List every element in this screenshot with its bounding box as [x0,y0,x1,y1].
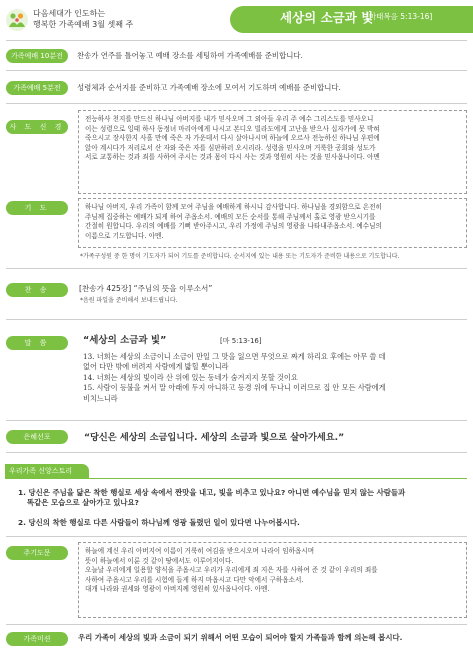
prep10-text: 찬송가 연주를 틀어놓고 예배 장소를 세팅하여 가족예배를 준비합니다. [77,51,303,60]
creed-line: 이는 성령으로 잉태 하사 동정녀 마리아에게 나시고 본디오 빌라도에게 고난을 받으사 십자가에 못 박혀 [85,124,380,133]
story-question-1 [18,488,463,509]
prayer-box [78,198,467,248]
lords-prayer-line: 사하여 주옵시고 우리를 시험에 들게 하지 마옵시고 다만 악에서 구하옵소서. [85,575,304,584]
prayer-line: 주님께 집중하는 예배가 되게 하여 주옵소서. 예배의 모든 순서를 통해 주님께서 홀로 영광 받으시기를 [85,212,376,221]
story-question-1-line1: 1. 당신은 주님을 닮은 착한 행실로 세상 속에서 짠맛을 내고, 빛을 비추고 있나요? 아니면 예수님을 믿지 않는 사람들과 [18,488,406,497]
divider [6,420,467,421]
hymn-text: [찬송가 425장] “주님의 뜻을 이루소서” [79,284,213,293]
prayer-line: 간절히 원합니다. 우리의 예배를 기뻐 받아주시고, 우리 가정에 주님의 영광을 나타내주옵소서. 예수님의 [85,222,382,231]
mission-text: 우리 가족이 세상의 빛과 소금이 되기 위해서 어떤 모습이 되어야 할지 가족들과 함께 의논해 봅시다. [78,633,403,642]
word-label: 말 씀 [6,336,68,350]
header-subtitle [33,9,133,31]
scripture-reference: [마태복음 5:13-16] [366,12,433,21]
prayer-note: *가족구성원 중 한 명이 기도자가 되어 기도를 준비합니다. 순서지에 있는 내용 또는 기도자가 준비한 내용으로 기도합니다. [80,253,400,260]
verse-line: 15. 사람이 등불을 켜서 말 아래에 두지 아니하고 등경 위에 두나니 이러므로 집 안 모든 사람에게 [83,383,386,393]
prayer-line: 하나님 아버지, 우리 가족이 함께 모여 주님을 예배하게 하시니 감사합니다. 하나님을 경외함으로 온전히 [85,203,382,211]
creed-label: 사 도 신 경 [6,120,68,134]
lords-prayer-box [78,542,467,618]
header-subtitle-line1: 다음세대가 인도하는 [33,9,106,18]
story-underline [5,478,467,479]
verse-line: 14. 너희는 세상의 빛이라 산 위에 있는 동네가 숨겨지지 못할 것이요 [83,372,298,382]
prayer-label: 기 도 [6,201,68,215]
divider [6,452,467,453]
scripture-verses [83,352,463,404]
family-logo-icon [5,8,29,32]
verse-line: 13. 너희는 세상의 소금이니 소금이 만일 그 맛을 잃으면 무엇으로 짜게 하리요 후에는 아무 쓸 데 [83,352,386,361]
verse-line: 없어 다만 밖에 버려져 사람에게 밟힐 뿐이니라 [83,362,229,372]
divider [6,103,467,104]
divider [6,536,467,537]
prep5-text: 성령체과 순서지를 준비하고 가족예배 장소에 모여서 기도하며 예배를 준비합니다. [77,83,341,92]
lords-prayer-label: 주기도문 [6,546,68,560]
mission-label: 가족미션 [6,632,68,646]
page-title: 세상의 소금과 빛 [280,10,374,25]
story-question-2: 2. 당신의 착한 행실로 다른 사람들이 하나님께 영광 돌렸던 일이 있다면 나누어봅시다. [18,518,300,527]
header-subtitle-line2: 행복한 가족예배 3월 셋째 주 [33,19,134,29]
lords-prayer-line: 오늘날 우리에게 일용할 양식을 주옵시고 우리가 우리에게 죄 지은 자를 사하여 준 것 같이 우리의 죄를 [85,566,378,575]
page-header [0,0,473,42]
key-verse-text: “당신은 세상의 소금입니다. 세상의 소금과 빛으로 살아가세요.” [84,432,345,443]
hymn-note: *음원 파일을 준비해서 보내드립니다. [80,297,178,304]
creed-line: 앉아 계시다가 저리로서 산 자와 죽은 자를 심판하러 오시리라. 성령을 믿사오며 거룩한 공회와 성도가 [85,143,376,152]
prep10-label: 가족예배 10분전 [6,49,68,63]
sermon-title: “세상의 소금과 빛” [83,335,167,346]
sermon-reference: [마 5:13-16] [220,337,262,345]
prep5-label: 가족예배 5분전 [6,81,68,95]
verse-line: 비치느니라 [83,393,118,403]
divider [6,70,467,71]
prayer-line: 이름으로 기도합니다. 아멘. [85,231,164,240]
keyverse-label: 은혜선포 [6,430,68,444]
lords-prayer-line: 하늘에 계신 우리 아버지여 이름이 거룩히 여김을 받으시오며 나라이 임하옵시며 [85,547,315,555]
creed-box [78,110,467,194]
story-question-1-line2: 똑같은 모습으로 살아가고 있나요? [27,498,139,508]
divider [6,624,467,625]
divider [6,319,467,320]
divider [6,268,467,269]
lords-prayer-line: 뜻이 하늘에서 이룬 것 같이 땅에서도 이루어지이다. [85,556,234,565]
story-label: 우리가족 신앙스토리 [5,464,89,478]
hymn-label: 찬 송 [6,283,68,297]
divider [6,40,467,41]
creed-line: 죽으시고 장사한지 사흘 만에 죽은 자 가운데서 다시 살아나시며 하늘에 오르사 전능하신 하나님 우편에 [85,134,380,143]
creed-line: 전능하사 천지를 만드신 하나님 아버지를 내가 믿사오며 그 외아들 우리 주 예수 그리스도를 믿사오니 [85,115,374,123]
creed-line: 서로 교통하는 것과 죄를 사하여 주시는 것과 몸이 다시 사는 것과 영원히 사는 것을 믿사옵나이다. 아멘 [85,153,380,162]
lords-prayer-line: 대개 나라와 권세와 영광이 아버지께 영원히 있사옵나이다. 아멘. [85,585,270,594]
